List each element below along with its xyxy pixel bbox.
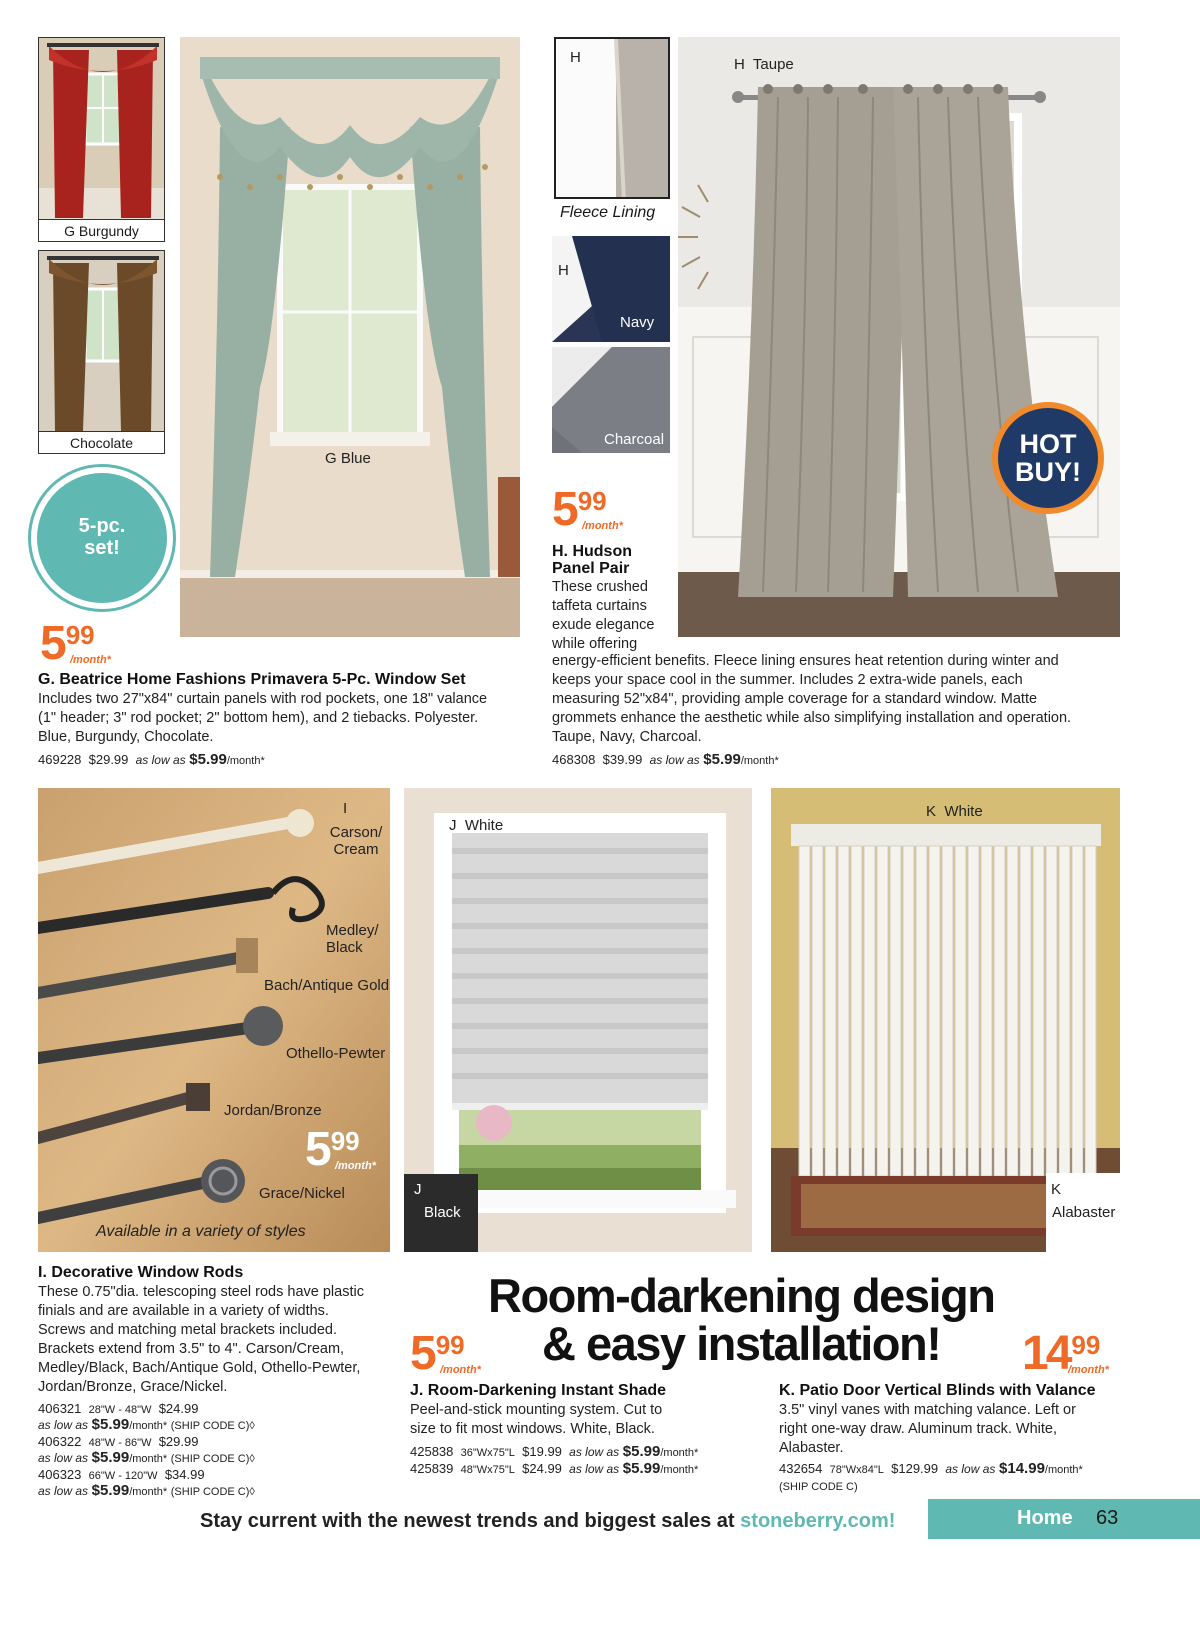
headline-line1: Room-darkening design (488, 1269, 995, 1322)
instant-shade-image[interactable] (404, 788, 752, 1252)
product-j-sku-2-low-price: $5.99 (622, 1460, 661, 1477)
product-i-sku-3-low-price: $5.99 (91, 1482, 130, 1499)
product-i-sku-2-as-low: as low as (38, 1451, 89, 1465)
price-k (1022, 1327, 1122, 1380)
footer-promo (200, 1510, 895, 1533)
product-h-per-month: /month* (740, 755, 779, 767)
price-k-cents: 99 (1071, 1330, 1101, 1360)
product-g-per-month: /month* (226, 755, 265, 767)
price-g-per: /month* (70, 654, 111, 666)
product-k-sku-price: $129.99 (891, 1461, 939, 1476)
product-j-sku-1 (410, 1444, 698, 1461)
fleece-lining-letter: H (570, 49, 581, 66)
product-g-as-low-as: as low as (135, 753, 186, 767)
product-i-desc: These 0.75"dia. telescoping steel rods have plastic finials and are available in a variety of widths. Screws and matching metal brackets included. Brackets extend from 3.5" to 4". Carson/Cream, Medley/Black, Bach/Antique Gold, Othello-Pewter, Jordan/Bronze, Grace/Nickel. (38, 1284, 364, 1395)
product-i-sku-3-size: 66"W - 120"W (88, 1470, 158, 1482)
vertical-blinds-image[interactable] (771, 788, 1120, 1252)
product-i-sku-2-size: 48"W - 86"W (88, 1437, 152, 1449)
product-j-sku-1-size: 36"Wx75"L (460, 1447, 515, 1459)
product-j-sku-2-id: 425839 (410, 1461, 454, 1476)
price-i-cents: 99 (330, 1126, 360, 1156)
product-g-title: G. Beatrice Home Fashions Primavera 5-Pc. Window Set (38, 671, 466, 688)
product-k-ship-code: (SHIP CODE C) (779, 1481, 858, 1493)
price-h-whole: 5 (552, 483, 576, 536)
swatch-burgundy-text: G Burgundy (64, 223, 139, 239)
price-k-per: /month* (1068, 1364, 1109, 1376)
product-i-sku-2-id: 406322 (38, 1434, 82, 1449)
product-k-desc: 3.5" vinyl vanes with matching valance. Left or right one-way draw. Aluminum track. White, Alabaster. (779, 1402, 1076, 1456)
product-i-sku-1-per: /month* (129, 1420, 168, 1432)
product-g-low-price: $5.99 (189, 751, 227, 768)
product-k-as-low: as low as (945, 1462, 996, 1476)
product-i-sku-3-id: 406323 (38, 1467, 82, 1482)
product-j-sku-1-per: /month* (660, 1447, 699, 1459)
product-g-sku-line (38, 752, 265, 769)
window-rods-image[interactable] (38, 788, 390, 1252)
swatch-burgundy-label (38, 219, 165, 242)
product-g-sku: 469228 (38, 752, 82, 767)
rods-tagline: Available in a variety of styles (96, 1223, 306, 1240)
price-k-whole: 14 (1022, 1327, 1070, 1380)
product-i-sku-3-per: /month* (129, 1486, 168, 1498)
rod-style-medley: Medley/ Black (326, 922, 379, 956)
swatch-chocolate-image[interactable] (38, 250, 165, 454)
footer-section-tab (928, 1499, 1200, 1539)
product-h-low-price: $5.99 (703, 751, 741, 768)
footer-section-name: Home (1017, 1507, 1073, 1529)
product-i-sku-1-ship: (SHIP CODE C)◊ (170, 1420, 255, 1432)
blinds-white-label: K White (926, 803, 983, 820)
product-j-sku-1-low-price: $5.99 (622, 1443, 661, 1460)
product-k-ship (779, 1478, 858, 1495)
product-j-sku-2-per: /month* (660, 1464, 699, 1476)
swatch-burgundy-image[interactable] (38, 37, 165, 242)
product-i-sku-3-as-low: as low as (38, 1484, 89, 1498)
product-j-sku-2 (410, 1461, 698, 1478)
five-pc-set-badge (28, 464, 176, 612)
product-j-sku-2-as-low: as low as (569, 1462, 620, 1476)
product-j-sku-1-price: $19.99 (522, 1444, 562, 1459)
product-h-desc-long: energy-efficient benefits. Fleece lining ensures heat retention during winter and keeps your space cool in the summer. Includes 2 extra-wide panels, each measuring 52"x84", providing ample coverage for a standard window. Matte grommets enhance the aesthetic while also simplifying installation and operation. Taupe, Navy, Charcoal. (552, 653, 1072, 745)
swatch-charcoal-label: Charcoal (604, 431, 665, 448)
product-i-sku-2-price: $29.99 (158, 1434, 199, 1449)
product-i-sku-1-low-price: $5.99 (91, 1416, 130, 1433)
product-h-sku: 468308 (552, 752, 596, 767)
swatch-navy-label: Navy (620, 314, 655, 331)
product-k-sku-size: 78"Wx84"L (829, 1464, 884, 1476)
product-i-sku-3-low (38, 1483, 255, 1500)
footer-page-number: 63 (1096, 1507, 1119, 1529)
product-i-sku-3-price: $34.99 (164, 1467, 205, 1482)
rod-style-grace: Grace/Nickel (259, 1185, 345, 1202)
shade-white-label: J White (449, 817, 504, 834)
price-j-whole: 5 (410, 1327, 434, 1380)
price-i-whole: 5 (305, 1123, 329, 1176)
rod-style-jordan: Jordan/Bronze (224, 1102, 322, 1119)
swatch-charcoal-image[interactable] (552, 347, 670, 453)
shade-black-label: Black (424, 1204, 461, 1221)
headline-line2: & easy installation! (542, 1317, 941, 1370)
product-h-title-1: H. Hudson (552, 543, 632, 560)
hot-buy-badge (992, 402, 1104, 514)
hot-buy-line1: HOT (1019, 429, 1077, 459)
price-g-whole: 5 (40, 617, 64, 670)
rod-style-bach: Bach/Antique Gold (264, 977, 390, 994)
product-i-sku-3-ship: (SHIP CODE C)◊ (170, 1486, 255, 1498)
price-i-per: /month* (335, 1160, 376, 1172)
footer-promo-text: Stay current with the newest trends and biggest sales at (200, 1510, 735, 1532)
product-i-sku-1-price: $24.99 (158, 1401, 199, 1416)
product-i-title: I. Decorative Window Rods (38, 1264, 244, 1281)
curtain-taupe-label: H Taupe (734, 56, 794, 73)
price-h-cents: 99 (577, 486, 607, 516)
product-h-sku-price: $39.99 (602, 752, 643, 767)
product-j-title: J. Room-Darkening Instant Shade (410, 1382, 667, 1399)
product-k-title: K. Patio Door Vertical Blinds with Valance (779, 1382, 1096, 1399)
rods-letter: I (343, 800, 348, 817)
price-j-per: /month* (440, 1364, 481, 1376)
product-h-title-2: Panel Pair (552, 560, 630, 577)
shade-black-letter: J (414, 1181, 422, 1198)
product-j-sku-1-id: 425838 (410, 1444, 454, 1459)
price-h-per: /month* (582, 520, 623, 532)
curtain-blue-image[interactable] (180, 37, 520, 637)
product-j-desc: Peel-and-stick mounting system. Cut to size to fit most windows. White, Black. (410, 1402, 663, 1437)
fleece-lining-caption: Fleece Lining (560, 204, 656, 221)
swatch-navy-image[interactable] (552, 236, 670, 342)
price-h (552, 483, 642, 536)
curtain-blue-label: G Blue (325, 450, 371, 467)
product-i-sku-2-low-price: $5.99 (91, 1449, 130, 1466)
product-i-sku-1-low (38, 1417, 255, 1434)
product-j-sku-2-price: $24.99 (522, 1461, 562, 1476)
fleece-lining-image[interactable] (554, 37, 670, 199)
price-j (410, 1327, 500, 1380)
product-k-per: /month* (1044, 1464, 1083, 1476)
price-g (40, 617, 130, 670)
product-k-sku (779, 1461, 1083, 1478)
rod-style-othello: Othello-Pewter (286, 1045, 386, 1062)
swatch-navy-letter: H (558, 262, 569, 279)
product-i-sku-1-id: 406321 (38, 1401, 82, 1416)
product-k-sku-id: 432654 (779, 1461, 823, 1476)
product-h-desc-short: These crushed taffeta curtains exude elegance while offering (552, 579, 655, 652)
price-g-cents: 99 (65, 620, 95, 650)
product-i-sku-1-size: 28"W - 48"W (88, 1404, 152, 1416)
product-g-sku-price: $29.99 (88, 752, 129, 767)
product-h-sku-line (552, 752, 779, 769)
swatch-chocolate-label (38, 431, 165, 454)
product-i-sku-1-as-low: as low as (38, 1418, 89, 1432)
swatch-chocolate-text: Chocolate (69, 435, 134, 451)
product-g-desc: Includes two 27"x84" curtain panels with rod pockets, one 18" valance (1" header; 3" rod pocket; 2" bottom hem), and 2 tiebacks. Polyester. Blue, Burgundy, Chocolate. (38, 691, 488, 745)
product-j-sku-2-size: 48"Wx75"L (460, 1464, 515, 1476)
blinds-alabaster-label: Alabaster (1052, 1204, 1116, 1221)
curtain-taupe-image[interactable] (678, 37, 1120, 637)
price-i (305, 1123, 390, 1176)
rod-style-carson: Carson/ Cream (329, 824, 383, 858)
product-i-sku-2-ship: (SHIP CODE C)◊ (170, 1453, 255, 1465)
hot-buy-line2: BUY! (1015, 457, 1081, 487)
blinds-alabaster-letter: K (1051, 1181, 1062, 1198)
five-pc-set-text: 5-pc. set! (37, 473, 167, 603)
product-i-sku-2-per: /month* (129, 1453, 168, 1465)
price-j-cents: 99 (435, 1330, 465, 1360)
product-h-as-low-as: as low as (649, 753, 700, 767)
footer-site-link[interactable]: stoneberry.com! (740, 1510, 896, 1532)
product-k-low-price: $14.99 (999, 1460, 1045, 1477)
product-j-sku-1-as-low: as low as (569, 1445, 620, 1459)
product-i-sku-2-low (38, 1450, 255, 1467)
